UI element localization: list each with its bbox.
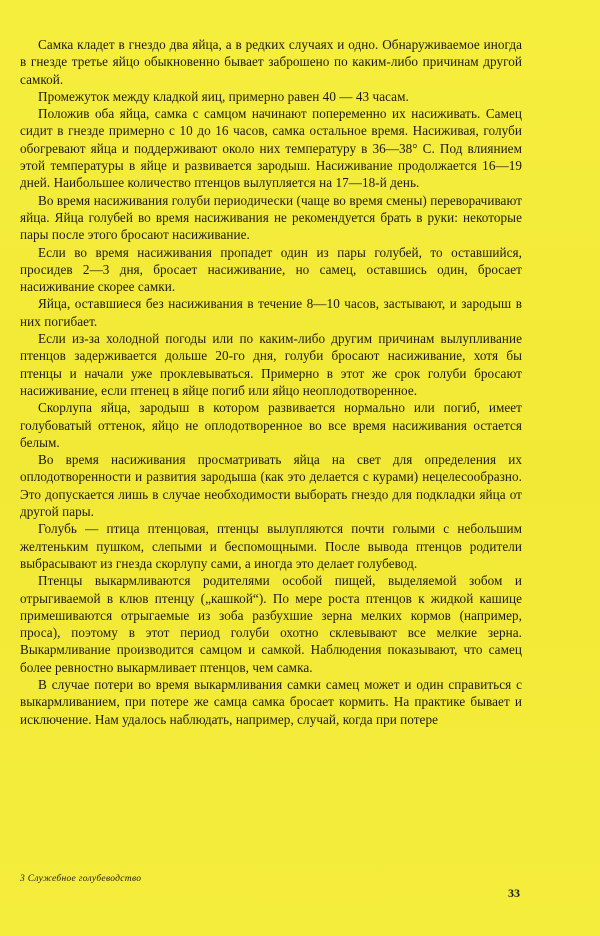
paragraph-lost-partner: Если во время насиживания пропадет один из пары голубей, то оставшийся, просидев 2—3 дня, бросает насиживание, но самец, оставшись один, бросает насиживание скорее самки. [20, 244, 522, 295]
paragraph-feeding: Птенцы выкармливаются родителями особой пищей, выделяемой зобом и отрыгиваемой в клюв птенцу („кашкой“). По мере роста птенцов к жидкой кашице примешиваются отрыгаемые из зоба разбухшие зерна мелких кормов (например, проса), поэтому в этот период голуби охотно склевывают все мелкие зерна. Выкармливание производится самцом и самкой. Наблюдения показывают, что самец более ревностно выкармливает птенцов, чем самка. [20, 573, 522, 675]
paragraph-delayed-hatching: Если из-за холодной погоды или по каким-либо другим причинам вылупливание птенцов задерживается дольше 20-го дня, голуби бросают насиживание, хотя бы птенцы и начали уже проклевываться. Примерно в этот же срок голуби бросают насиживание, если птенец в яйце погиб или яйцо неоплодотворенное. [20, 331, 522, 398]
paragraph-incubation: Положив оба яйца, самка с самцом начинают попеременно их насиживать. Самец сидит в гнезде примерно с 10 до 16 часов, самка остальное время. Насиживая, голуби обогревают яйца и поддерживают около них температуру в 36—38° С. Под влиянием этой температуры в яйце и развивается зародыш. Насиживание продолжается 16—19 дней. Наибольшее количество птенцов вылупляется на 17—18-й день. [20, 106, 522, 191]
page-number: 33 [508, 886, 520, 900]
paragraph-cooling-eggs: Яйца, оставшиеся без насиживания в течение 8—10 часов, застывают, и зародыш в них погибает. [20, 296, 522, 329]
paragraph-hatchlings: Голубь — птица птенцовая, птенцы вылупляются почти голыми с небольшим желтеньким пушком, слепыми и беспомощными. После вывода птенцов родители выбрасывают из гнезда скорлупу сами, а иногда это делает голубевод. [20, 521, 522, 571]
paragraph-laying-interval: Промежуток между кладкой яиц, примерно равен 40 — 43 часам. [38, 88, 409, 104]
paragraph-egg-turning: Во время насиживания голуби периодически (чаще во время смены) переворачивают яйца. Яйца голубей во время насиживания не рекомендуется брать в руки: некоторые пары после этого бросают насиживание. [20, 192, 522, 243]
signature-mark: 3 Служебное голубеводство [20, 874, 142, 884]
page-footer [20, 874, 522, 904]
paragraph-egg-laying: Самка кладет в гнездо два яйца, а в редких случаях и одно. Обнаруживаемое иногда в гнезде третье яйцо обыкновенно бывает заброшено по каким-либо причинам другой самкой. [20, 37, 522, 87]
paragraph-shell-color: Скорлупа яйца, зародыш в котором развивается нормально или погиб, имеет голубоватый оттенок, яйцо не оплодотворенное во все время насиживания остается белым. [20, 400, 522, 450]
paragraph-candling: Во время насиживания просматривать яйца на свет для определения их оплодотворенности и развития зародыша (как это делается с курами) нецелесообразно. Это допускается лишь в случае необходимости выборать гнездо для подкладки яйца от другой пары. [20, 452, 522, 520]
paragraph-lost-female: В случае потери во время выкармливания самки самец может и один справиться с выкармливанием, при потере же самца самка бросает кормить. На практике бывает и исключение. Нам удалось наблюдать, например, случай, когда при потере [20, 676, 522, 727]
document-page [20, 36, 522, 728]
